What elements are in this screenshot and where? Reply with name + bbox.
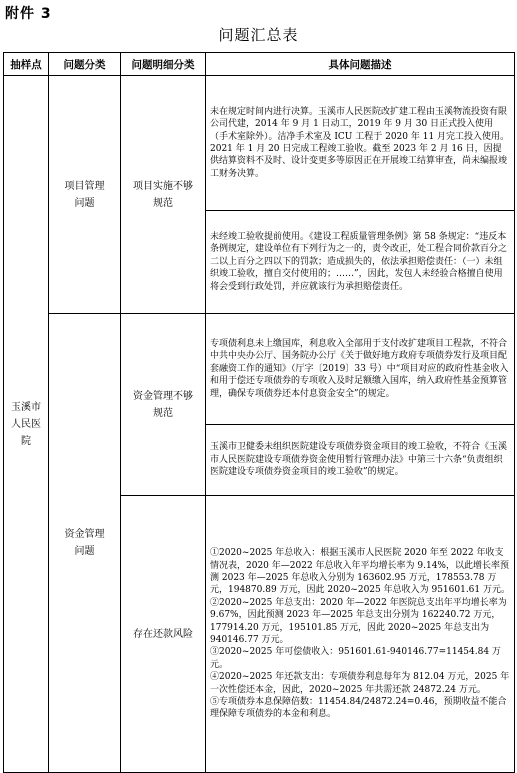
category-fund-line1: 资金管理 bbox=[64, 529, 105, 540]
header-description: 具体问题描述 bbox=[206, 53, 515, 76]
description-1 bbox=[206, 76, 515, 211]
description-1-text: 未在规定时间内进行决算。玉溪市人民医院改扩建工程由玉溪物流投资有限公司代建，2014 年 9 月 1 日动工，2019 年 9 月 30 日正式投入使用（手术室除外）。洁净手术室及 ICU 工程于 2020 年 11 月完工投入使用。2021 年 1 月 20 日完成工程竣工验收。截至 2023 年 2 月 16 日，因提供结算资料不及时、设计变更多等原因正在开展竣工结算审查，尚未编报竣工财务决算。 bbox=[210, 106, 510, 179]
subcategory-fund-management-line2: 规范 bbox=[153, 407, 173, 419]
attachment-label: 附件 3 bbox=[5, 6, 52, 22]
subcategory-repayment-risk bbox=[121, 496, 206, 773]
description-3 bbox=[206, 314, 515, 425]
unit-name-line3: 院 bbox=[21, 435, 31, 447]
subcategory-implementation bbox=[121, 76, 206, 314]
description-5 bbox=[206, 496, 515, 773]
subcategory-implementation-line1: 项目实施不够 bbox=[133, 180, 193, 192]
description-4-text: 玉溪市卫健委未组织医院建设专项债券资金项目的竣工验收，不符合《玉溪市人民医院建设专项债券资金使用暂行管理办法》中第三十六条“负责组织医院建设专项债券资金项目的竣工验收”的规定。 bbox=[210, 442, 508, 478]
category-fund-line2: 问题 bbox=[74, 546, 95, 557]
description-5-item-2: ②2020~2025 年总支出：2020 年—2022 年医院总支出年平均增长率为 9.67%，因此预测 2023 年—2025 年总支出分别为 162240.72 万元，177914.20 万元，195101.85 万元，因此 2020~2025 年总支出为 940146.77 万元。 bbox=[210, 597, 507, 645]
unit-cell bbox=[4, 76, 49, 773]
subcategory-fund-management bbox=[121, 314, 206, 496]
description-5-item-4: ④2020~2025 年还款支出：专项债券利息每年为 812.04 万元，2025 年一次性偿还本金，因此，2020~2025 年共需还款 24872.24 万元。 bbox=[210, 672, 510, 695]
description-3-text: 专项债利息未上缴国库，利息收入全部用于支付改扩建项目工程款，不符合中共中央办公厅、国务院办公厅《关于做好地方政府专项债券发行及项目配套融资工作的通知》（厅字〔2019〕33 号）中“项目对应的政府性基金收入和用于偿还专项债券的专项收入及时足额缴入国库，纳入政府性基金预算管理，确保专项债券还本付息资金安全”的规定。 bbox=[210, 338, 509, 399]
header-category: 问题分类 bbox=[49, 53, 121, 76]
category-fund bbox=[49, 314, 121, 773]
category-project-line1: 项目管理 bbox=[64, 180, 105, 192]
category-project-line2: 问题 bbox=[74, 197, 95, 209]
category-project bbox=[49, 76, 121, 314]
description-4 bbox=[206, 425, 515, 496]
subcategory-fund-management-line1: 资金管理不够 bbox=[133, 390, 193, 402]
unit-name-line2: 人民医 bbox=[11, 418, 41, 430]
table-header-row bbox=[4, 53, 515, 76]
table-row bbox=[4, 314, 515, 425]
description-5-item-1: ①2020~2025 年总收入：根据玉溪市人民医院 2020 年至 2022 年收支情况表，2020 年—2022 年总收入年平均增长率为 9.14%，以此增长率预测 2023 年—2025 年总收入分别为 163602.95 万元，178553.78 万元，194870.89 万元，因此 2020~2025 年总收入为 951601.61 万元。 bbox=[210, 548, 510, 596]
unit-name-line1: 玉溪市 bbox=[11, 401, 41, 413]
table-title: 问题汇总表 bbox=[218, 26, 299, 44]
description-5-item-5: ⑤专项债券本息保障倍数：11454.84/24872.24=0.46，预期收益不能合理保障专项债券的本金和利息。 bbox=[210, 697, 507, 720]
description-2-text: 未经竣工验收提前使用。《建设工程质量管理条例》第 58 条规定：“违反本条例规定，建设单位有下列行为之一的，责令改正，处工程合同价款百分之二以上百分之四以下的罚款；造成损失的，依法承担赔偿责任：（一）未组织竣工验收，擅自交付使用的；……”，因此，发包人未经验合格擅自使用将会受到行政处罚，并应就该行为承担赔偿责任。 bbox=[210, 231, 508, 292]
description-2 bbox=[206, 211, 515, 314]
issue-summary-table bbox=[3, 52, 515, 773]
subcategory-repayment-risk-label: 存在还款风险 bbox=[133, 628, 193, 640]
subcategory-implementation-line2: 规范 bbox=[153, 197, 173, 209]
table-row bbox=[4, 76, 515, 211]
header-unit: 抽样点 bbox=[4, 53, 49, 76]
header-subcategory: 问题明细分类 bbox=[121, 53, 206, 76]
description-5-item-3: ③2020~2025 年可偿债收入：951601.61-940146.77=11454.84 万元。 bbox=[210, 647, 501, 670]
